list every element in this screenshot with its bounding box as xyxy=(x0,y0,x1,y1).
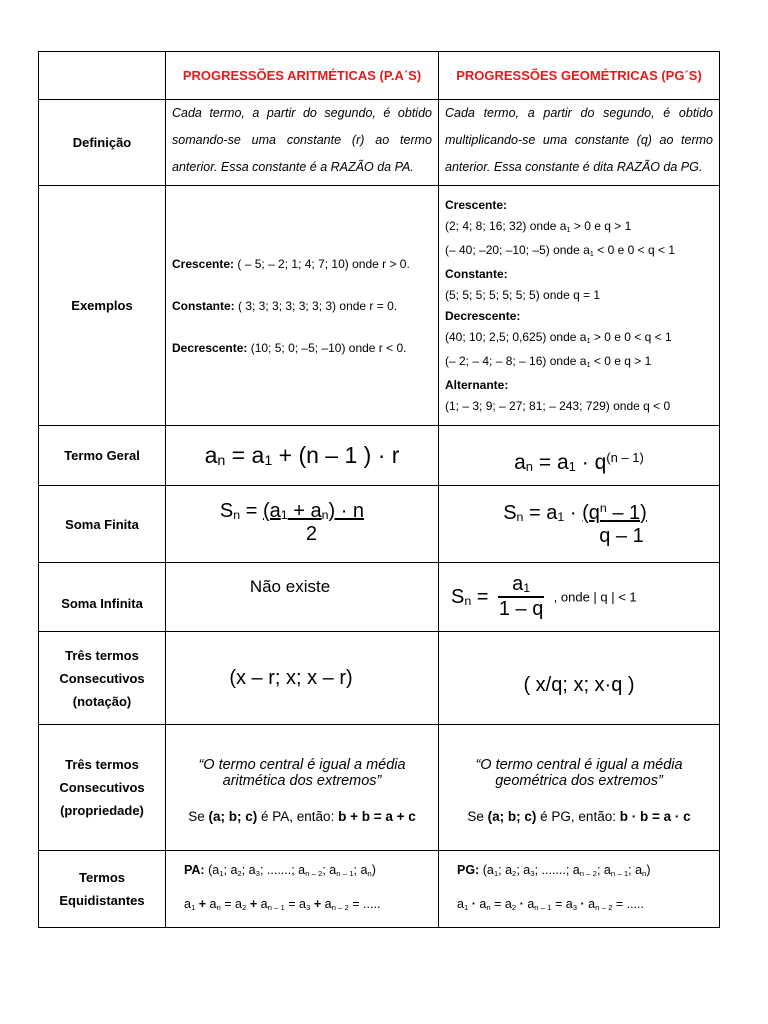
equidistantes-pa xyxy=(166,851,439,928)
header-pa: PROGRESSÕES ARITMÉTICAS (P.A´S) xyxy=(166,52,439,100)
propriedade-pa-quote: “O termo central é igual a média aritmética dos extremos” xyxy=(198,757,406,789)
row-soma-infinita xyxy=(39,563,720,632)
exemplos-pg xyxy=(439,186,720,426)
propriedade-pg-rule: Se (a; b; c) é PG, então: b · b = a · c xyxy=(467,809,691,824)
row-label-tres-notacao: Três termos Consecutivos (notação) xyxy=(39,632,166,725)
row-tres-propriedade xyxy=(39,725,720,851)
formula-pg-soma-finita: $S_n = a_1 \cdot (q^n - 1)$ q – 1 xyxy=(439,486,720,563)
equidistantes-pa-seq: PA: ($a_1$; $a_2$; $a_3$; .......; $a_{n - 2}$; $a_{n - 1}$; $a_n$) xyxy=(184,863,376,878)
row-label-equidistantes: Termos Equidistantes xyxy=(39,851,166,928)
formula-pg-soma-infinita: $S_n$ = $\frac{a_1}{1 - q}$ , onde | q | < 1 xyxy=(439,563,720,632)
row-definicao xyxy=(39,100,720,186)
row-termo-geral xyxy=(39,426,720,486)
soma-infinita-pg-condition: , onde | q | < 1 xyxy=(553,589,637,605)
progressions-table xyxy=(38,51,720,928)
formula-pa-soma-finita: $S_n = (a_1 + a_n) \cdot n$ 2 xyxy=(166,486,439,563)
propriedade-pa xyxy=(166,725,439,851)
header-row xyxy=(39,52,720,100)
row-label-termo-geral: Termo Geral xyxy=(39,426,166,486)
row-label-exemplos: Exemplos xyxy=(39,186,166,426)
propriedade-pg xyxy=(439,725,720,851)
propriedade-pg-quote: “O termo central é igual a média geométrica dos extremos” xyxy=(475,757,683,789)
row-equidistantes xyxy=(39,851,720,928)
row-label-soma-finita: Soma Finita xyxy=(39,486,166,563)
example-pa-decrescente: Decrescente: (10; 5; 0; –5; –10) onde r < 0. xyxy=(172,340,407,355)
row-tres-notacao xyxy=(39,632,720,725)
example-pa-crescente: Crescente: ( – 5; – 2; 1; 4; 7; 10) onde r > 0. xyxy=(172,256,410,271)
row-exemplos xyxy=(39,186,720,426)
equidistantes-pg-seq: PG: ($a_1$; $a_2$; $a_3$; .......; $a_{n - 2}$; $a_{n - 1}$; $a_n$) xyxy=(457,863,651,878)
formula-pg-termo-geral: $a_n = a_1 \cdot q^{(n - 1)}$ xyxy=(439,426,720,486)
header-pg: PROGRESSÕES GEOMÉTRICAS (PG´S) xyxy=(439,52,720,100)
row-label-soma-infinita: Soma Infinita xyxy=(39,563,166,632)
example-pg-list: Crescente: (2; 4; 8; 16; 32) onde $a_1 > 0$ e q > 1 (– 40; –20; –10; –5) onde $a_1 < 0$ e 0 < q < 1 Constante: (5; 5; 5; 5; 5; 5; 5) onde q = 1 Decrescente: (40; 10; 2,5; 0,625) onde $a_1 > 0$ e 0 < q < 1 (– 2; – 4; – 8; – 16) onde $a_1 < 0$ e q > 1 Alternante: (1; – 3; 9; – 27; 81; – 243; 729) onde q < 0 xyxy=(445,197,675,413)
definicao-pg: Cada termo, a partir do segundo, é obtido multiplicando-se uma constante (q) ao termo anterior. Essa constante é dita RAZÃO da PG. xyxy=(439,100,720,186)
corner-cell xyxy=(39,52,166,100)
row-label-definicao: Definição xyxy=(39,100,166,186)
definicao-pa: Cada termo, a partir do segundo, é obtido somando-se uma constante (r) ao termo anterior. Essa constante é a RAZÃO da PA. xyxy=(166,100,439,186)
equidistantes-pg xyxy=(439,851,720,928)
equidistantes-pa-rel: $a_1 + a_n = a_2 + a_{n - 1} = a_3 + a_{n - 2}$ = ..... xyxy=(184,897,381,912)
notacao-pg: ( x/q; x; x·q ) xyxy=(439,632,720,725)
propriedade-pa-rule: Se (a; b; c) é PA, então: b + b = a + c xyxy=(188,809,416,824)
notacao-pa: (x – r; x; x – r) xyxy=(166,632,439,725)
soma-infinita-pa: Não existe xyxy=(166,563,439,632)
row-soma-finita xyxy=(39,486,720,563)
formula-pa-termo-geral: $a_n = a_1 + (n - 1$ ) · r xyxy=(166,426,439,486)
row-label-tres-propriedade: Três termos Consecutivos (propriedade) xyxy=(39,725,166,851)
exemplos-pa xyxy=(166,186,439,426)
example-pa-constante: Constante: ( 3; 3; 3; 3; 3; 3; 3) onde r = 0. xyxy=(172,298,398,313)
equidistantes-pg-rel: $a_1 \cdot a_n = a_2 \cdot a_{n - 1} = a_3 \cdot a_{n - 2}$ = ..... xyxy=(457,897,645,912)
